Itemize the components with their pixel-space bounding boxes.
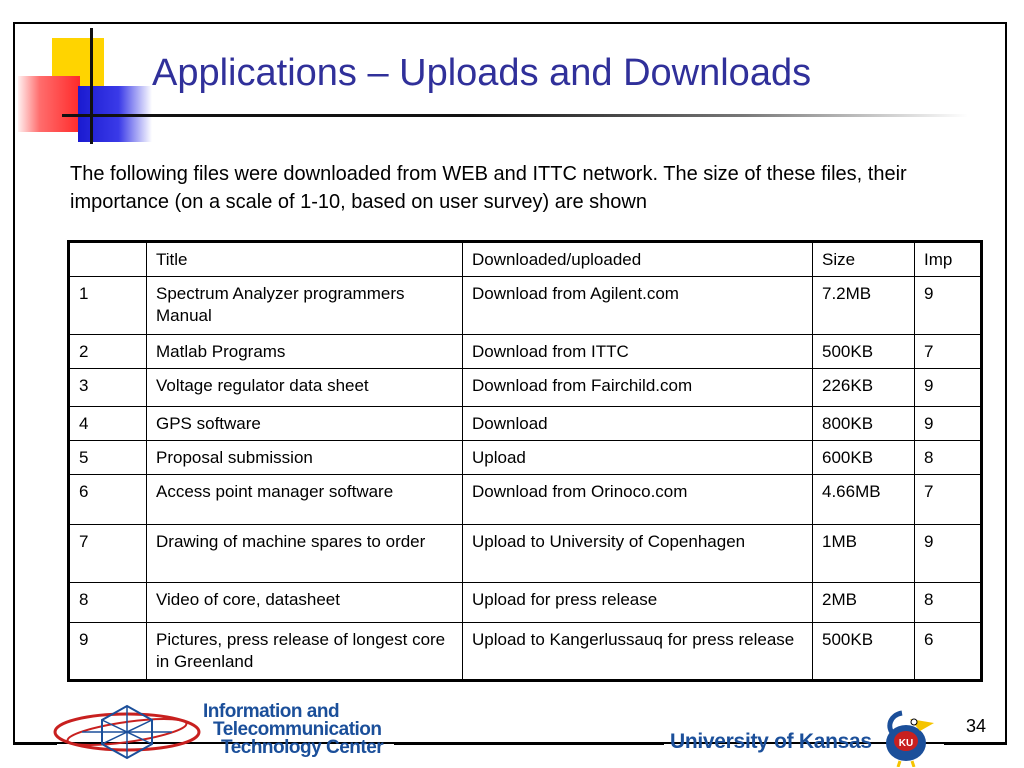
ittc-network-logo-icon — [52, 700, 202, 764]
cell-index: 8 — [69, 583, 147, 623]
cell-title: Pictures, press release of longest core in Greenland — [147, 623, 463, 681]
table-row — [69, 441, 982, 475]
footer-rule — [944, 743, 1007, 745]
ittc-line: Technology Center — [221, 737, 384, 758]
cell-title: Proposal submission — [147, 441, 463, 475]
footer-rule — [394, 743, 664, 745]
cell-size: 4.66MB — [813, 475, 915, 525]
header-cell-size: Size — [813, 242, 915, 277]
cell-index: 4 — [69, 407, 147, 441]
ittc-line: Information and — [203, 701, 340, 722]
cell-imp: 7 — [915, 335, 982, 369]
table-row — [69, 583, 982, 623]
cell-title: Drawing of machine spares to order — [147, 525, 463, 583]
cell-index: 7 — [69, 525, 147, 583]
cell-transfer: Download — [463, 407, 813, 441]
cell-transfer: Download from Fairchild.com — [463, 369, 813, 407]
decor-vertical-line — [90, 28, 93, 144]
cell-index: 1 — [69, 277, 147, 335]
cell-imp: 8 — [915, 441, 982, 475]
table-header-row — [69, 242, 982, 277]
cell-size: 600KB — [813, 441, 915, 475]
cell-size: 7.2MB — [813, 277, 915, 335]
cell-title: Spectrum Analyzer programmers Manual — [147, 277, 463, 335]
ittc-line: Telecommunication — [213, 719, 382, 740]
cell-imp: 9 — [915, 525, 982, 583]
header-cell-title: Title — [147, 242, 463, 277]
cell-size: 800KB — [813, 407, 915, 441]
header-cell-downloaded: Downloaded/uploaded — [463, 242, 813, 277]
cell-size: 1MB — [813, 525, 915, 583]
jayhawk-label: KU — [898, 738, 914, 749]
decor-red-square — [18, 76, 80, 132]
cell-imp: 9 — [915, 407, 982, 441]
cell-transfer: Upload to Kangerlussauq for press release — [463, 623, 813, 681]
slide-title: Applications – Uploads and Downloads — [152, 52, 812, 94]
cell-title: Video of core, datasheet — [147, 583, 463, 623]
table-row — [69, 335, 982, 369]
header-cell-imp: Imp — [915, 242, 982, 277]
title-underline — [62, 114, 968, 117]
table-row — [69, 407, 982, 441]
cell-title: Voltage regulator data sheet — [147, 369, 463, 407]
table-row — [69, 277, 982, 335]
table-row — [69, 623, 982, 681]
cell-size: 500KB — [813, 335, 915, 369]
cell-transfer: Download from Orinoco.com — [463, 475, 813, 525]
cell-size: 500KB — [813, 623, 915, 681]
header-cell — [69, 242, 147, 277]
files-table — [67, 240, 983, 682]
cell-transfer: Upload to University of Copenhagen — [463, 525, 813, 583]
cell-imp: 9 — [915, 369, 982, 407]
cell-title: Access point manager software — [147, 475, 463, 525]
table-row — [69, 475, 982, 525]
university-name: University of Kansas — [670, 730, 872, 753]
cell-transfer: Download from Agilent.com — [463, 277, 813, 335]
jayhawk-mascot-icon — [876, 705, 942, 767]
cell-title: Matlab Programs — [147, 335, 463, 369]
table-row — [69, 525, 982, 583]
cell-transfer: Upload for press release — [463, 583, 813, 623]
cell-transfer: Download from ITTC — [463, 335, 813, 369]
cell-imp: 9 — [915, 277, 982, 335]
cell-size: 2MB — [813, 583, 915, 623]
cell-index: 6 — [69, 475, 147, 525]
cell-title: GPS software — [147, 407, 463, 441]
intro-text: The following files were downloaded from WEB and ITTC network. The size of these files, their importance (on a scale of 1-10, based on user survey) are shown — [70, 163, 907, 213]
page-number: 34 — [966, 716, 987, 736]
table-row — [69, 369, 982, 407]
cell-imp: 6 — [915, 623, 982, 681]
cell-index: 5 — [69, 441, 147, 475]
cell-index: 2 — [69, 335, 147, 369]
cell-transfer: Upload — [463, 441, 813, 475]
cell-size: 226KB — [813, 369, 915, 407]
cell-imp: 7 — [915, 475, 982, 525]
footer-rule — [13, 743, 57, 745]
cell-index: 3 — [69, 369, 147, 407]
cell-imp: 8 — [915, 583, 982, 623]
cell-index: 9 — [69, 623, 147, 681]
ittc-name — [203, 703, 383, 757]
